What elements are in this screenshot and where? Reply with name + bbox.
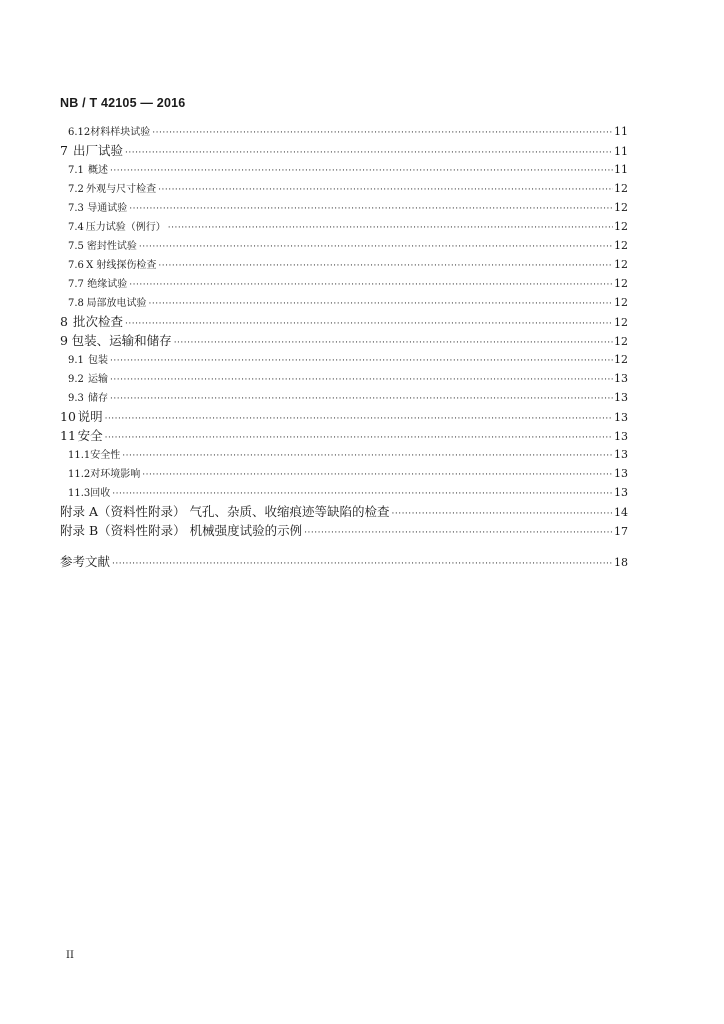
toc-entry[interactable] (60, 483, 628, 502)
toc-entry-number: 7.5 (68, 241, 84, 252)
dot-leader (391, 502, 613, 521)
toc-entry-page: 12 (614, 353, 628, 366)
toc-entry[interactable] (60, 293, 628, 312)
toc-entry-number: 7.6 (68, 260, 84, 271)
toc-entry-page: 13 (614, 430, 628, 443)
toc-entry-title: 导通试验 (87, 203, 128, 214)
toc-entry-title: 局部放电试验 (86, 298, 147, 309)
toc-entry-number: 9.3 (68, 393, 84, 404)
toc-entry-number: 7.8 (68, 298, 84, 309)
toc-entry[interactable] (60, 388, 628, 407)
toc-entry-page: 11 (614, 145, 628, 158)
toc-entry-number: 8 (60, 314, 68, 329)
toc-entry-title: 批次检查 (72, 314, 123, 329)
toc-entry-page: 12 (614, 239, 628, 252)
toc-entry[interactable] (60, 160, 628, 179)
toc-entry-page: 11 (614, 125, 628, 138)
toc-entry-title: 绝缘试验 (87, 279, 128, 290)
toc-entry-page: 12 (614, 201, 628, 214)
toc-entry[interactable] (60, 217, 628, 236)
toc-entry-number: 7.7 (68, 279, 84, 290)
toc-entry[interactable] (60, 350, 628, 369)
toc-entry-page: 12 (614, 316, 628, 329)
dot-leader (129, 275, 613, 293)
toc-entry-number: 10 (60, 409, 76, 424)
dot-leader (152, 123, 613, 141)
toc-entry-page: 13 (614, 486, 628, 499)
toc-entry-number: 9.2 (68, 374, 84, 385)
toc-entry[interactable] (60, 502, 628, 521)
dot-leader (105, 426, 613, 445)
dot-leader (174, 331, 613, 350)
toc-entry[interactable] (60, 445, 628, 464)
toc-entry[interactable] (60, 464, 628, 483)
toc-entry[interactable] (60, 312, 628, 331)
toc-entry-title: 压力试验（例行） (85, 222, 166, 233)
dot-leader (139, 237, 613, 255)
page-number-footer: II (66, 950, 74, 961)
toc-entry[interactable] (60, 369, 628, 388)
toc-entry[interactable] (60, 122, 628, 141)
toc-entry-title: 概述 (88, 165, 109, 176)
dot-leader (105, 407, 613, 426)
toc-entry[interactable] (60, 236, 628, 255)
dot-leader (304, 521, 613, 540)
toc-entry[interactable] (60, 255, 628, 274)
toc-entry-page: 12 (614, 182, 628, 195)
dot-leader (129, 199, 613, 217)
toc-entry-page: 12 (614, 277, 628, 290)
toc-entry[interactable] (60, 141, 628, 160)
toc-entry[interactable] (60, 407, 628, 426)
toc-entry-title: 说明 (77, 409, 103, 424)
toc-entry-page: 17 (614, 525, 628, 538)
toc-entry-page: 12 (614, 220, 628, 233)
toc-entry-number: 9 (60, 333, 68, 348)
toc-entry[interactable] (60, 179, 628, 198)
dot-leader (149, 294, 613, 312)
toc-entry-title: 出厂试验 (72, 143, 123, 158)
dot-leader (158, 180, 613, 198)
toc-entry-page: 13 (614, 372, 628, 385)
toc-entry-title: 储存 (88, 393, 109, 404)
toc-entry[interactable] (60, 331, 628, 350)
standard-code-header: NB / T 42105 — 2016 (60, 96, 186, 110)
dot-leader (110, 389, 613, 407)
dot-leader (110, 161, 613, 179)
toc-entry-title: 包装 (88, 355, 109, 366)
toc-entry-title: 回收 (90, 488, 111, 499)
toc-entry[interactable] (60, 426, 628, 445)
toc-entry-title: 安全 (77, 428, 103, 443)
toc-entry-number: 7.4 (68, 222, 84, 233)
toc-entry-number: 11.3 (68, 488, 91, 499)
toc-entry-number: 11 (60, 428, 76, 443)
toc-entry-page: 11 (614, 163, 628, 176)
toc-entry-page: 12 (614, 335, 628, 348)
toc-entry-title: 对环境影响 (90, 469, 141, 480)
toc-entry[interactable] (60, 274, 628, 293)
toc-entry-number: 7.3 (68, 203, 84, 214)
dot-leader (168, 218, 613, 236)
toc-entry-title: 附录 B（资料性附录） 机械强度试验的示例 (60, 523, 303, 538)
toc-entry-title: 包装、运输和储存 (71, 333, 172, 348)
toc-entry-number: 7.1 (68, 165, 84, 176)
toc-entry-page: 12 (614, 258, 628, 271)
toc-entry-title: 安全性 (90, 450, 121, 461)
dot-leader (122, 446, 613, 464)
table-of-contents (60, 122, 628, 571)
toc-entry-page: 13 (614, 448, 628, 461)
toc-entry-number: 7 (60, 143, 68, 158)
toc-entry-number: 11.2 (68, 469, 91, 480)
toc-entry-title: 材料样块试验 (90, 127, 151, 138)
dot-leader (110, 351, 613, 369)
toc-entry-title: 附录 A（资料性附录） 气孔、杂质、收缩痕迹等缺陷的检查 (60, 504, 390, 519)
toc-entry-page: 12 (614, 296, 628, 309)
dot-leader (125, 141, 613, 160)
toc-entry-references[interactable] (60, 552, 628, 571)
dot-leader (158, 256, 613, 274)
toc-entry-number: 6.12 (68, 127, 91, 138)
dot-leader (142, 465, 613, 483)
toc-entry-title: 外观与尺寸检查 (86, 184, 157, 195)
toc-entry[interactable] (60, 198, 628, 217)
toc-entry-page: 13 (614, 391, 628, 404)
toc-entry-title: 密封性试验 (86, 241, 137, 252)
dot-leader (125, 312, 613, 331)
toc-entry-page: 13 (614, 467, 628, 480)
toc-entry-number: 9.1 (68, 355, 84, 366)
toc-entry[interactable] (60, 521, 628, 540)
toc-entry-title: 运输 (88, 374, 109, 385)
toc-entry-page: 18 (614, 556, 628, 569)
toc-entry-page: 13 (614, 411, 628, 424)
toc-entry-number: 11.1 (68, 450, 91, 461)
dot-leader (112, 484, 613, 502)
toc-entry-title: 参考文献 (60, 554, 111, 569)
toc-entry-number: 7.2 (68, 184, 84, 195)
toc-entry-page: 14 (614, 506, 628, 519)
toc-entry-title: X 射线探伤检查 (86, 260, 157, 271)
dot-leader (112, 552, 613, 571)
dot-leader (110, 370, 613, 388)
